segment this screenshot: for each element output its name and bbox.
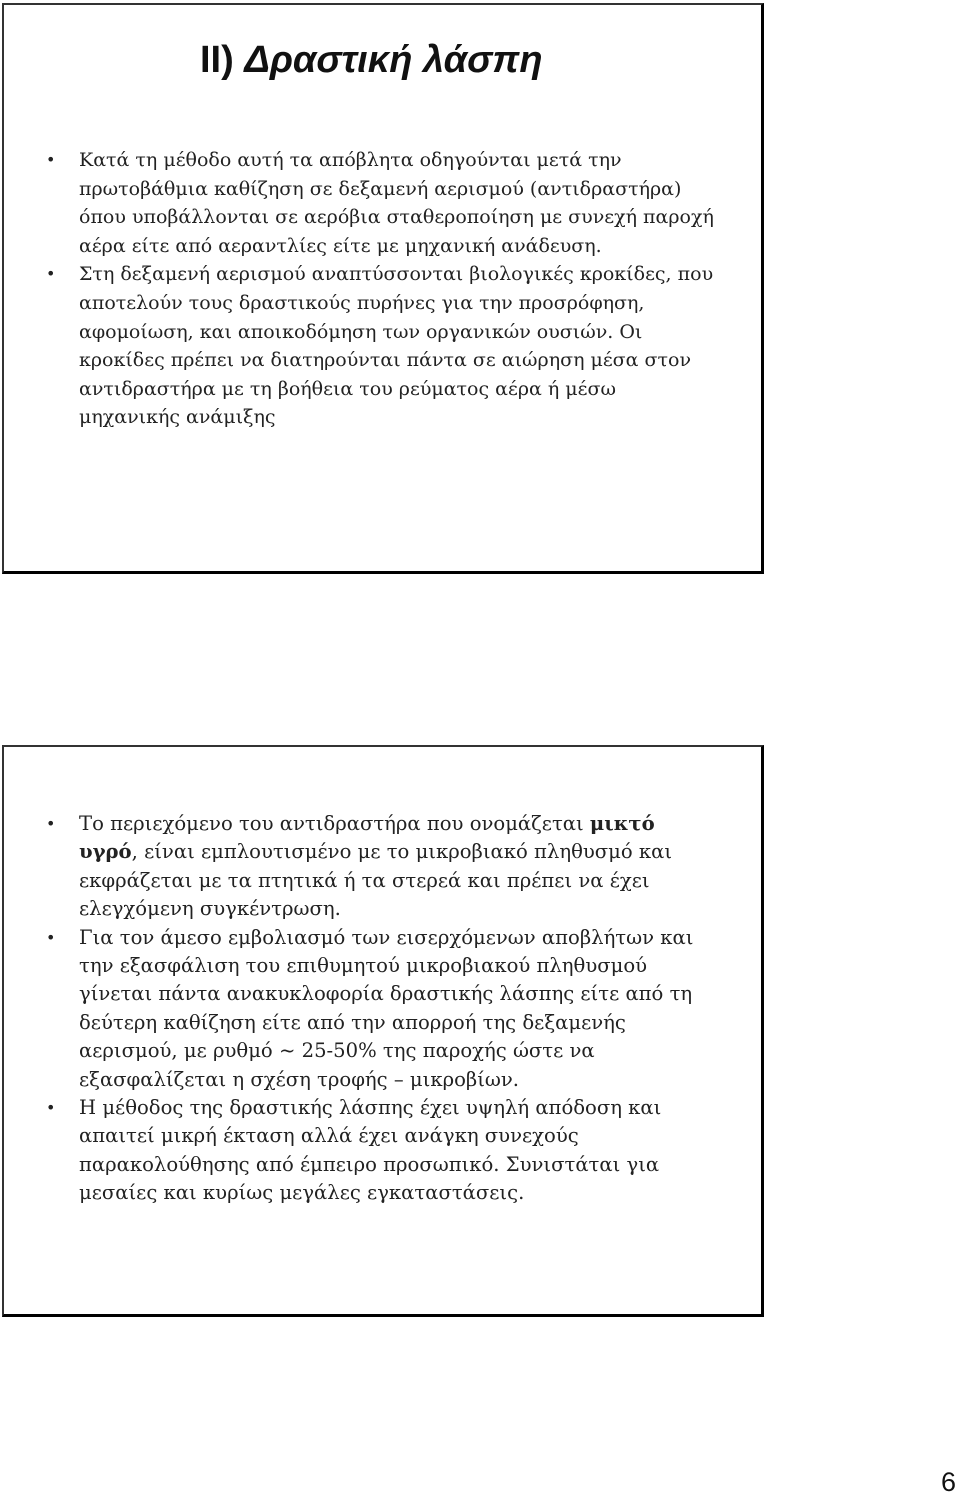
page-number: 6 [940, 1467, 956, 1497]
bullet-item [44, 924, 714, 1094]
bullet-text-start: Το περιεχόμενο του αντιδραστήρα που ονομάζεται [79, 812, 590, 835]
bullet-icon: • [46, 927, 56, 947]
bullet-text: Κατά τη μέθοδο αυτή τα απόβλητα οδηγούνται μετά την πρωτοβάθμια καθίζηση σε δεξαμενή αερισμού (αντιδραστήρα) όπου υποβάλλονται σε αερόβια σταθεροποίηση με συνεχή παροχή αέρα είτε από αεραντλίες είτε με μηχανική ανάδευση. [79, 149, 714, 257]
slide-title [200, 39, 543, 82]
title-prefix: II) [200, 39, 245, 81]
bullet-item [44, 810, 714, 924]
bullet-item [44, 1094, 714, 1208]
bullet-text: Στη δεξαμενή αερισμού αναπτύσσονται βιολογικές κροκίδες, που αποτελούν τους δραστικούς πυρήνες για την προσρόφηση, αφομοίωση, και αποικοδόμηση των οργανικών ουσιών. Οι κροκίδες πρέπει να διατηρούνται πάντα σε αιώρηση μέσα στον αντιδραστήρα με τη βοήθεια του ρεύματος αέρα ή μέσω μηχανικής ανάμιξης [79, 263, 714, 429]
bullet-list [44, 146, 714, 432]
bullet-list [44, 810, 714, 1208]
bullet-text: Για τον άμεσο εμβολιασμό των εισερχόμενων αποβλήτων και την εξασφάλιση του επιθυμητού μικροβιακού πληθυσμού γίνεται πάντα ανακυκλοφορία δραστικής λάσπης είτε από τη δεύτερη καθίζηση είτε από την απορροή της δεξαμενής αερισμού, με ρυθμό ~ 25-50% της παροχής ώστε να εξασφαλίζεται η σχέση τροφής – μικροβίων. [79, 925, 694, 1091]
bullet-text-end: , είναι εμπλουτισμένο με το μικροβιακό πληθυσμό και εκφράζεται με τα πτητικά ή τα στερεά και πρέπει να έχει ελεγχόμενη συγκέντρωση. [79, 840, 673, 921]
slide-bottom [2, 745, 764, 1317]
slide-top [2, 3, 764, 574]
mixed-liquor-term: μικτό υγρό [79, 812, 655, 864]
bullet-item [44, 260, 714, 432]
bullet-item [44, 146, 714, 260]
title-main: Δραστική λάσπη [244, 39, 543, 81]
bullet-icon: • [46, 814, 56, 833]
bullet-icon: • [46, 264, 56, 284]
bullet-icon: • [46, 1098, 56, 1118]
bullet-text: Η μέθοδος της δραστικής λάσπης έχει υψηλή απόδοση και απαιτεί μικρή έκταση αλλά έχει ανάγκη συνεχούς παρακολούθησης από έμπειρο προσωπικό. Συνιστάται για μεσαίες και κυρίως μεγάλες εγκαταστάσεις. [79, 1096, 662, 1205]
bullet-icon: • [46, 150, 56, 169]
